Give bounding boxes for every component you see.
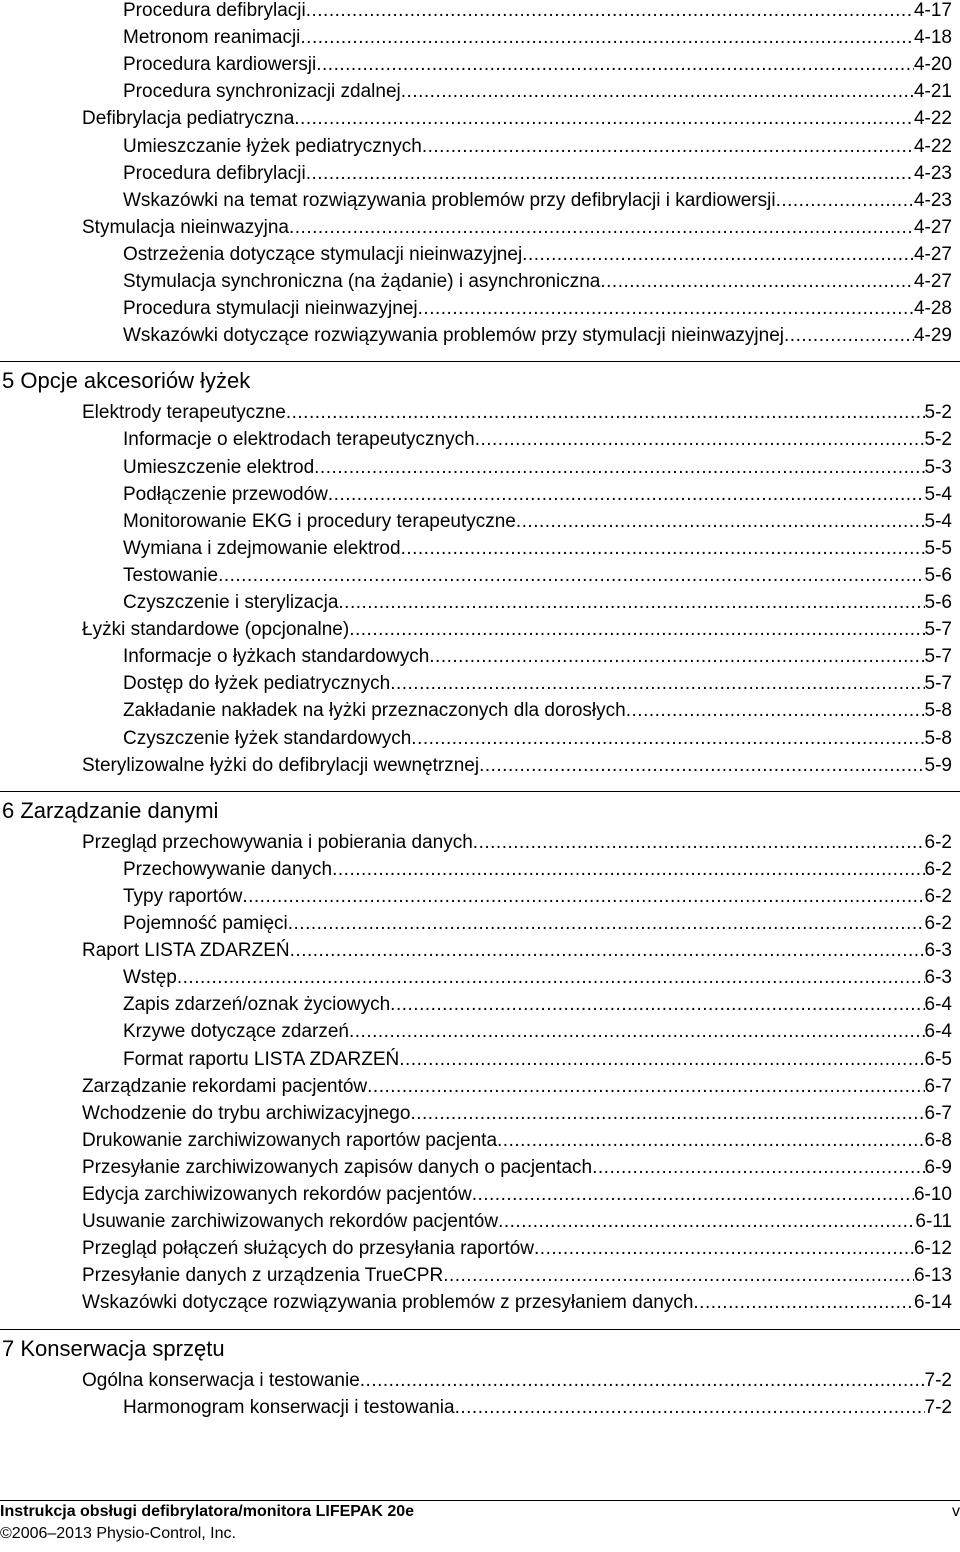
toc-entry-page: 6-4	[924, 994, 952, 1016]
dot-leader	[399, 1046, 924, 1073]
dot-leader	[516, 508, 925, 535]
dot-leader	[177, 964, 925, 991]
toc-entry-title: Metronom reanimacji	[123, 27, 301, 49]
toc-entry[interactable]	[123, 991, 952, 1018]
dot-leader	[472, 1181, 914, 1208]
toc-entry[interactable]	[123, 454, 952, 481]
toc-entry-page: 6-2	[924, 831, 952, 853]
toc-entry-page: 4-23	[913, 189, 952, 211]
toc-entry-page: 6-11	[915, 1211, 952, 1233]
dot-leader	[600, 268, 914, 295]
toc-entry[interactable]	[123, 133, 952, 160]
toc-entry[interactable]	[123, 562, 952, 589]
toc-entry-title: Łyżki standardowe (opcjonalne)	[82, 619, 350, 641]
dot-leader	[693, 1289, 914, 1316]
toc-entry-page: 7-2	[924, 1396, 952, 1418]
dot-leader	[479, 752, 924, 779]
toc-entry-title: Procedura defibrylacji	[123, 162, 306, 184]
dot-leader	[390, 991, 924, 1018]
toc-entry[interactable]	[123, 1394, 952, 1421]
dot-leader	[294, 105, 914, 132]
toc-entry-page: 4-20	[913, 54, 952, 76]
toc-entry-title: Harmonogram konserwacji i testowania	[123, 1396, 455, 1418]
dot-leader	[422, 133, 914, 160]
dot-leader	[306, 160, 914, 187]
toc-entry-page: 6-2	[924, 913, 952, 934]
toc-entry-title: Testowanie	[123, 564, 219, 586]
toc-entry[interactable]	[123, 160, 952, 187]
toc-entry-page: 6-12	[913, 1238, 952, 1260]
toc-entry[interactable]	[82, 1181, 952, 1208]
toc-entry[interactable]	[123, 883, 952, 910]
toc-entry-page: 4-23	[913, 162, 952, 184]
toc-entry-page: 7-2	[924, 1369, 952, 1391]
toc-entry[interactable]	[123, 910, 952, 937]
toc-entry-title: Zarządzanie rekordami pacjentów	[82, 1075, 368, 1097]
toc-entry-title: Przegląd połączeń służących do przesyłania raportów	[82, 1238, 535, 1260]
dot-leader	[497, 1127, 925, 1154]
toc-entry-title: Czyszczenie łyżek standardowych	[123, 727, 412, 749]
toc-entry-page: 6-5	[924, 1048, 952, 1070]
toc-entry[interactable]	[123, 535, 952, 562]
toc-entry-title: Wymiana i zdejmowanie elektrod	[123, 537, 401, 559]
toc-entry-page: 4-28	[913, 298, 952, 320]
toc-entry-page: 6-4	[924, 1021, 952, 1043]
toc-entry[interactable]	[82, 1262, 952, 1289]
toc-entry-title: Procedura synchronizacji zdalnej	[123, 81, 401, 103]
toc-entry-title: Informacje o łyżkach standardowych	[123, 646, 430, 668]
toc-entry[interactable]	[82, 1367, 952, 1394]
toc-entry-title: Dostęp do łyżek pediatrycznych	[123, 673, 391, 695]
toc-entry[interactable]	[82, 1235, 952, 1262]
dot-leader	[473, 829, 925, 856]
dot-leader	[401, 78, 914, 105]
toc-entry-page: 5-7	[924, 646, 952, 668]
toc-entry-title: Raport LISTA ZDARZEŃ	[82, 940, 290, 962]
toc-entry-title: Przesyłanie zarchiwizowanych zapisów danych o pacjentach	[82, 1156, 593, 1178]
footer-page-number: v	[952, 1503, 960, 1520]
dot-leader	[626, 697, 925, 724]
toc-entry-title: Przesyłanie danych z urządzenia TrueCPR	[82, 1265, 444, 1287]
toc-entry-page: 4-22	[913, 108, 952, 130]
toc-entry[interactable]	[123, 670, 952, 697]
toc-entry-title: Monitorowanie EKG i procedury terapeutyczne	[123, 510, 516, 532]
toc-entry[interactable]	[82, 1073, 952, 1100]
toc-entry-title: Podłączenie przewodów	[123, 483, 328, 505]
toc-entry-title: Sterylizowalne łyżki do defibrylacji wewnętrznej	[82, 754, 480, 776]
toc-entry-title: Procedura stymulacji nieinwazyjnej	[123, 298, 418, 320]
dot-leader	[289, 214, 914, 241]
toc-entry[interactable]	[82, 1289, 952, 1316]
chapter-heading: 5 Opcje akcesoriów łyżek	[0, 361, 960, 399]
toc-entry[interactable]	[123, 725, 952, 752]
toc-entry-title: Umieszczenie elektrod	[123, 456, 315, 478]
toc-entry-page: 6-9	[924, 1156, 952, 1178]
toc-entry-page: 5-7	[924, 619, 952, 641]
toc-entry-page: 6-7	[924, 1075, 952, 1097]
toc-entry-title: Wstęp	[123, 967, 177, 989]
toc-entry-page: 5-6	[924, 592, 952, 613]
toc-entry[interactable]	[82, 1154, 952, 1181]
dot-leader	[349, 1018, 925, 1045]
toc-entry-page: 4-17	[913, 0, 952, 21]
dot-leader	[784, 322, 914, 349]
toc-entry-title: Przechowywanie danych	[123, 858, 333, 880]
toc-entry[interactable]	[123, 697, 952, 724]
toc-entry[interactable]	[123, 964, 952, 991]
toc-entry-page: 4-22	[913, 135, 952, 157]
toc-entry-page: 4-27	[913, 271, 952, 292]
dot-leader	[418, 295, 914, 322]
toc-entry[interactable]	[82, 1208, 952, 1235]
toc-entry-title: Wskazówki na temat rozwiązywania problemów przy defibrylacji i kardiowersji	[123, 189, 776, 211]
dot-leader	[411, 725, 924, 752]
toc-entry[interactable]	[123, 1018, 952, 1045]
toc-entry-title: Informacje o elektrodach terapeutycznych	[123, 429, 475, 451]
dot-leader	[332, 856, 924, 883]
toc-entry[interactable]	[123, 322, 952, 349]
dot-leader	[367, 1073, 924, 1100]
toc-entry-title: Wskazówki dotyczące rozwiązywania problemów z przesyłaniem danych	[82, 1292, 694, 1314]
toc-entry-title: Pojemność pamięci	[123, 913, 288, 934]
dot-leader	[328, 481, 925, 508]
dot-leader	[592, 1154, 924, 1181]
dot-leader	[522, 241, 914, 268]
toc-entry-title: Defibrylacja pediatryczna	[82, 108, 295, 130]
dot-leader	[534, 1235, 914, 1262]
toc-entry-page: 6-14	[913, 1292, 952, 1314]
dot-leader	[455, 1394, 925, 1421]
toc-entry-page: 5-3	[924, 456, 952, 478]
toc-entry-page: 6-7	[924, 1102, 952, 1124]
toc-entry[interactable]	[82, 214, 952, 241]
dot-leader	[316, 51, 914, 78]
toc-entry[interactable]	[82, 616, 952, 643]
toc-entry[interactable]	[123, 241, 952, 268]
toc-entry-page: 5-4	[924, 483, 952, 505]
toc-entry[interactable]	[123, 589, 952, 616]
toc-entry[interactable]	[82, 1127, 952, 1154]
toc-entry[interactable]	[123, 268, 952, 295]
toc-entry-page: 5-5	[924, 537, 952, 559]
toc-entry-title: Procedura kardiowersji	[123, 54, 317, 76]
toc-entry[interactable]	[82, 399, 952, 426]
footer-copyright: ©2006–2013 Physio-Control, Inc.	[0, 1525, 236, 1542]
chapter-heading: 6 Zarządzanie danymi	[0, 791, 960, 829]
toc-entry-page: 4-27	[913, 243, 952, 265]
toc-entry[interactable]	[123, 295, 952, 322]
chapter-heading: 7 Konserwacja sprzętu	[0, 1329, 960, 1367]
dot-leader	[401, 535, 925, 562]
toc-entry[interactable]	[82, 829, 952, 856]
toc-entry[interactable]	[123, 643, 952, 670]
toc-entry-page: 4-21	[913, 81, 952, 103]
dot-leader	[360, 1367, 925, 1394]
dot-leader	[498, 1208, 915, 1235]
toc-entry-page: 6-10	[913, 1184, 952, 1205]
dot-leader	[390, 670, 924, 697]
toc-entry[interactable]	[123, 0, 952, 24]
toc-entry[interactable]	[82, 1100, 952, 1127]
toc-entry[interactable]	[123, 1046, 952, 1073]
toc-entry[interactable]	[123, 426, 952, 453]
toc-entry-title: Procedura defibrylacji	[123, 0, 306, 21]
toc-entry-page: 6-13	[913, 1265, 952, 1287]
toc-entry-title: Czyszczenie i sterylizacja	[123, 592, 339, 613]
dot-leader	[300, 24, 914, 51]
toc-entry[interactable]	[123, 187, 952, 214]
toc-entry-title: Wskazówki dotyczące rozwiązywania problemów przy stymulacji nieinwazyjnej	[123, 325, 785, 347]
toc-entry-title: Zakładanie nakładek na łyżki przeznaczonych dla dorosłych	[123, 700, 626, 722]
page-footer	[0, 1500, 960, 1545]
dot-leader	[443, 1262, 914, 1289]
toc-entry-page: 5-9	[924, 754, 952, 776]
toc-entry-page: 4-27	[913, 216, 952, 238]
toc-entry[interactable]	[82, 752, 952, 779]
toc-entry[interactable]	[123, 24, 952, 51]
toc-entry-page: 6-2	[924, 885, 952, 907]
dot-leader	[410, 1100, 924, 1127]
toc-entry-page: 4-29	[913, 325, 952, 347]
dot-leader	[349, 616, 924, 643]
toc-entry-page: 6-8	[924, 1129, 952, 1151]
toc-entry[interactable]	[123, 856, 952, 883]
toc-entry-page: 4-18	[913, 27, 952, 49]
toc-entry-page: 5-7	[924, 673, 952, 695]
toc-entry-title: Format raportu LISTA ZDARZEŃ	[123, 1048, 400, 1070]
dot-leader	[288, 910, 925, 937]
toc-entry-page: 6-3	[924, 940, 952, 962]
dot-leader	[242, 883, 924, 910]
toc-entry-page: 6-2	[924, 858, 952, 880]
toc-entry-title: Typy raportów	[123, 885, 243, 907]
dot-leader	[314, 454, 924, 481]
toc-entry[interactable]	[82, 937, 952, 964]
toc-entry-title: Edycja zarchiwizowanych rekordów pacjentów	[82, 1184, 472, 1205]
footer-title: Instrukcja obsługi defibrylatora/monitora LIFEPAK 20e	[0, 1503, 415, 1520]
dot-leader	[429, 643, 924, 670]
dot-leader	[338, 589, 924, 616]
toc-entry[interactable]	[123, 78, 952, 105]
toc-entry-title: Umieszczanie łyżek pediatrycznych	[123, 135, 422, 157]
dot-leader	[290, 937, 925, 964]
toc-entry-title: Usuwanie zarchiwizowanych rekordów pacjentów	[82, 1211, 499, 1233]
toc-entry-page: 6-3	[924, 967, 952, 989]
toc-entry-title: Elektrody terapeutyczne	[82, 402, 286, 424]
toc-entry-page: 5-6	[924, 564, 952, 586]
toc-entry-page: 5-2	[924, 429, 952, 451]
dot-leader	[776, 187, 914, 214]
toc-entry-page: 5-4	[924, 510, 952, 532]
dot-leader	[475, 426, 925, 453]
dot-leader	[306, 0, 914, 24]
toc-entry[interactable]	[123, 51, 952, 78]
toc-entry-title: Wchodzenie do trybu archiwizacyjnego	[82, 1102, 411, 1124]
dot-leader	[218, 562, 924, 589]
toc-entry-title: Stymulacja nieinwazyjna	[82, 216, 289, 238]
toc-entry-title: Ogólna konserwacja i testowanie	[82, 1369, 360, 1391]
toc-entry[interactable]	[82, 105, 952, 132]
toc-entry[interactable]	[123, 481, 952, 508]
toc-entry-title: Ostrzeżenia dotyczące stymulacji nieinwazyjnej	[123, 243, 523, 265]
dot-leader	[286, 399, 925, 426]
toc-entry-title: Stymulacja synchroniczna (na żądanie) i asynchroniczna	[123, 271, 601, 292]
toc-entry-title: Zapis zdarzeń/oznak życiowych	[123, 994, 391, 1016]
toc-entry-page: 5-2	[924, 402, 952, 424]
toc-entry-title: Przegląd przechowywania i pobierania danych	[82, 831, 473, 853]
toc-entry-page: 5-8	[924, 727, 952, 749]
toc-entry-page: 5-8	[924, 700, 952, 722]
toc-entry[interactable]	[123, 508, 952, 535]
toc-entry-title: Krzywe dotyczące zdarzeń	[123, 1021, 349, 1043]
toc-entry-title: Drukowanie zarchiwizowanych raportów pacjenta	[82, 1129, 498, 1151]
